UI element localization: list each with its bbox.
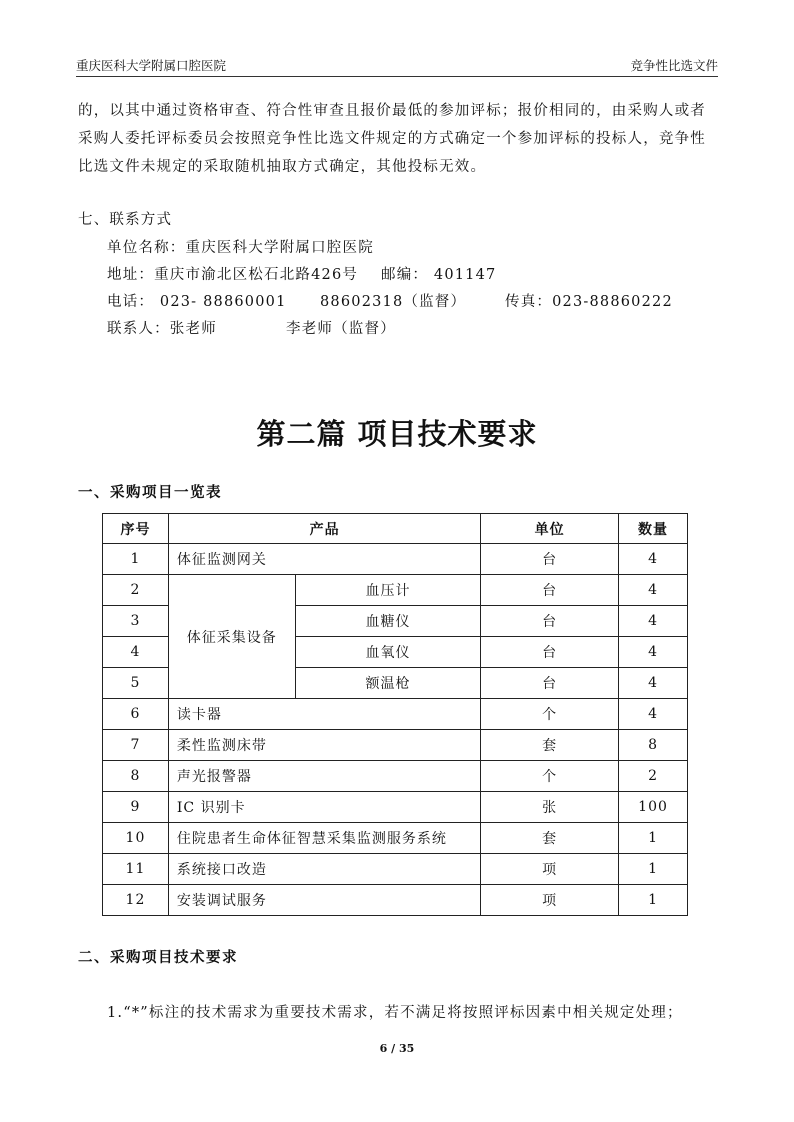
cell-unit: 项 <box>481 854 619 885</box>
cell-unit: 台 <box>481 575 619 606</box>
intro-paragraph <box>78 97 718 181</box>
table-row <box>103 854 688 885</box>
cell-product: 体征监测网关 <box>168 544 480 575</box>
cell-no: 12 <box>103 885 169 916</box>
contact-phone: 电话： 023- 88860001 <box>107 294 287 310</box>
cell-no: 1 <box>103 544 169 575</box>
header-doc-type: 竞争性比选文件 <box>630 58 718 73</box>
intro-line: 采购人委托评标委员会按照竞争性比选文件规定的方式确定一个参加评标的投标人，竞争性 <box>78 131 706 147</box>
table-row <box>103 699 688 730</box>
page-header <box>76 52 718 77</box>
cell-unit: 张 <box>481 792 619 823</box>
cell-product: 声光报警器 <box>168 761 480 792</box>
cell-qty: 4 <box>619 544 688 575</box>
intro-line: 比选文件未规定的采取随机抽取方式确定，其他投标无效。 <box>78 159 487 175</box>
header-no: 序号 <box>103 514 169 544</box>
table-header-row <box>103 514 688 544</box>
cell-unit: 项 <box>481 885 619 916</box>
cell-no: 6 <box>103 699 169 730</box>
cell-qty: 4 <box>619 699 688 730</box>
cell-unit: 台 <box>481 668 619 699</box>
cell-qty: 2 <box>619 761 688 792</box>
cell-no: 7 <box>103 730 169 761</box>
table-row <box>103 823 688 854</box>
intro-line: 的，以其中通过资格审查、符合性审查且报价最低的参加评标；报价相同的，由采购人或者 <box>78 103 706 119</box>
section-heading-list: 一、采购项目一览表 <box>78 484 222 501</box>
contact-person-supervision: 李老师（监督） <box>286 321 396 337</box>
cell-group-label: 体征采集设备 <box>168 575 295 699</box>
contact-address: 地址：重庆市渝北区松石北路426号 <box>107 267 359 283</box>
cell-qty: 4 <box>619 606 688 637</box>
cell-no: 5 <box>103 668 169 699</box>
cell-no: 11 <box>103 854 169 885</box>
cell-product: 系统接口改造 <box>168 854 480 885</box>
contact-heading: 七、联系方式 <box>78 212 173 228</box>
cell-no: 4 <box>103 637 169 668</box>
cell-no: 8 <box>103 761 169 792</box>
cell-product: 额温枪 <box>295 668 481 699</box>
table-row <box>103 544 688 575</box>
cell-product: 读卡器 <box>168 699 480 730</box>
cell-qty: 1 <box>619 854 688 885</box>
cell-qty: 1 <box>619 823 688 854</box>
cell-product: 血糖仪 <box>295 606 481 637</box>
procurement-table <box>102 513 688 916</box>
contact-person: 联系人：张老师 <box>107 321 217 337</box>
cell-product: 血压计 <box>295 575 481 606</box>
contact-unit: 单位名称：重庆医科大学附属口腔医院 <box>107 240 374 256</box>
cell-product: 住院患者生命体征智慧采集监测服务系统 <box>168 823 480 854</box>
contact-fax: 传真：023-88860222 <box>505 294 673 310</box>
cell-qty: 4 <box>619 637 688 668</box>
table-row <box>103 885 688 916</box>
table-row <box>103 730 688 761</box>
table-row <box>103 575 688 606</box>
requirement-note: 1.“*”标注的技术需求为重要技术需求，若不满足将按照评标因素中相关规定处理； <box>107 1005 683 1021</box>
cell-product: 安装调试服务 <box>168 885 480 916</box>
cell-unit: 台 <box>481 544 619 575</box>
cell-no: 3 <box>103 606 169 637</box>
cell-qty: 4 <box>619 575 688 606</box>
page-number: 6 / 35 <box>379 1042 415 1055</box>
cell-unit: 台 <box>481 606 619 637</box>
cell-product: 柔性监测床带 <box>168 730 480 761</box>
table-row <box>103 792 688 823</box>
header-org: 重庆医科大学附属口腔医院 <box>76 58 227 73</box>
cell-unit: 台 <box>481 637 619 668</box>
cell-no: 9 <box>103 792 169 823</box>
contact-phone-supervision: 88602318（监督） <box>320 294 467 310</box>
section-heading-requirements: 二、采购项目技术要求 <box>78 949 238 966</box>
contact-postcode: 邮编： 401147 <box>381 267 497 283</box>
header-product: 产品 <box>168 514 480 544</box>
cell-qty: 100 <box>619 792 688 823</box>
cell-no: 10 <box>103 823 169 854</box>
cell-qty: 1 <box>619 885 688 916</box>
cell-unit: 套 <box>481 823 619 854</box>
cell-unit: 套 <box>481 730 619 761</box>
cell-unit: 个 <box>481 761 619 792</box>
table-row <box>103 761 688 792</box>
cell-qty: 4 <box>619 668 688 699</box>
cell-product: IC 识别卡 <box>168 792 480 823</box>
header-qty: 数量 <box>619 514 688 544</box>
part-title: 第二篇 项目技术要求 <box>256 417 538 451</box>
cell-unit: 个 <box>481 699 619 730</box>
cell-product: 血氧仪 <box>295 637 481 668</box>
header-unit: 单位 <box>481 514 619 544</box>
cell-qty: 8 <box>619 730 688 761</box>
cell-no: 2 <box>103 575 169 606</box>
